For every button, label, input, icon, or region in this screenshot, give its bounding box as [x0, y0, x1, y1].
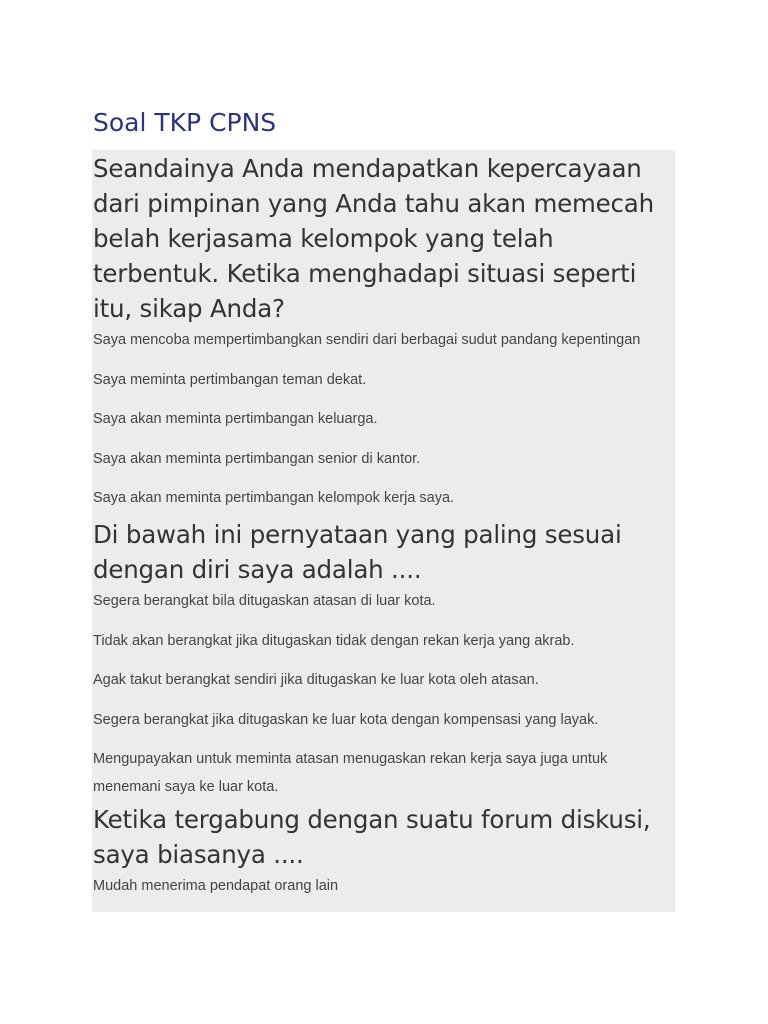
question-1: Seandainya Anda mendapatkan kepercayaan dari pimpinan yang Anda tahu akan memecah belah kerjasama kelompok yang telah terbentuk. Ketika menghadapi situasi seperti itu, sikap Anda?: [93, 154, 654, 323]
answer-option: Saya akan meminta pertimbangan senior di kantor.: [93, 450, 421, 467]
answer-option: Saya akan meminta pertimbangan kelompok kerja saya.: [93, 490, 455, 506]
question-2: Di bawah ini pernyataan yang paling sesuai dengan diri saya adalah ....: [93, 520, 622, 584]
answer-list-1: [93, 326, 673, 512]
answer-option: Saya meminta pertimbangan teman dekat.: [93, 371, 367, 388]
answer-list-2: [93, 587, 673, 801]
answer-option: Saya akan meminta pertimbangan keluarga.: [93, 411, 378, 427]
answer-option: Segera berangkat jika ditugaskan ke luar kota dengan kompensasi yang layak.: [93, 711, 599, 728]
answer-list-3: [93, 872, 673, 900]
answer-option: Segera berangkat bila ditugaskan atasan di luar kota.: [93, 593, 436, 609]
document-title: Soal TKP CPNS: [93, 108, 277, 137]
content-panel: [92, 150, 675, 912]
answer-option: Agak takut berangkat sendiri jika ditugaskan ke luar kota oleh atasan.: [93, 672, 539, 688]
question-3: Ketika tergabung dengan suatu forum diskusi, saya biasanya ....: [93, 805, 651, 869]
answer-option: Saya mencoba mempertimbangkan sendiri dari berbagai sudut pandang kepentingan: [93, 332, 641, 348]
answer-option: Tidak akan berangkat jika ditugaskan tidak dengan rekan kerja yang akrab.: [93, 632, 575, 649]
answer-option: Mudah menerima pendapat orang lain: [93, 878, 339, 894]
answer-option: Mengupayakan untuk meminta atasan menugaskan rekan kerja saya juga untuk menemani saya ke luar kota.: [93, 751, 608, 795]
